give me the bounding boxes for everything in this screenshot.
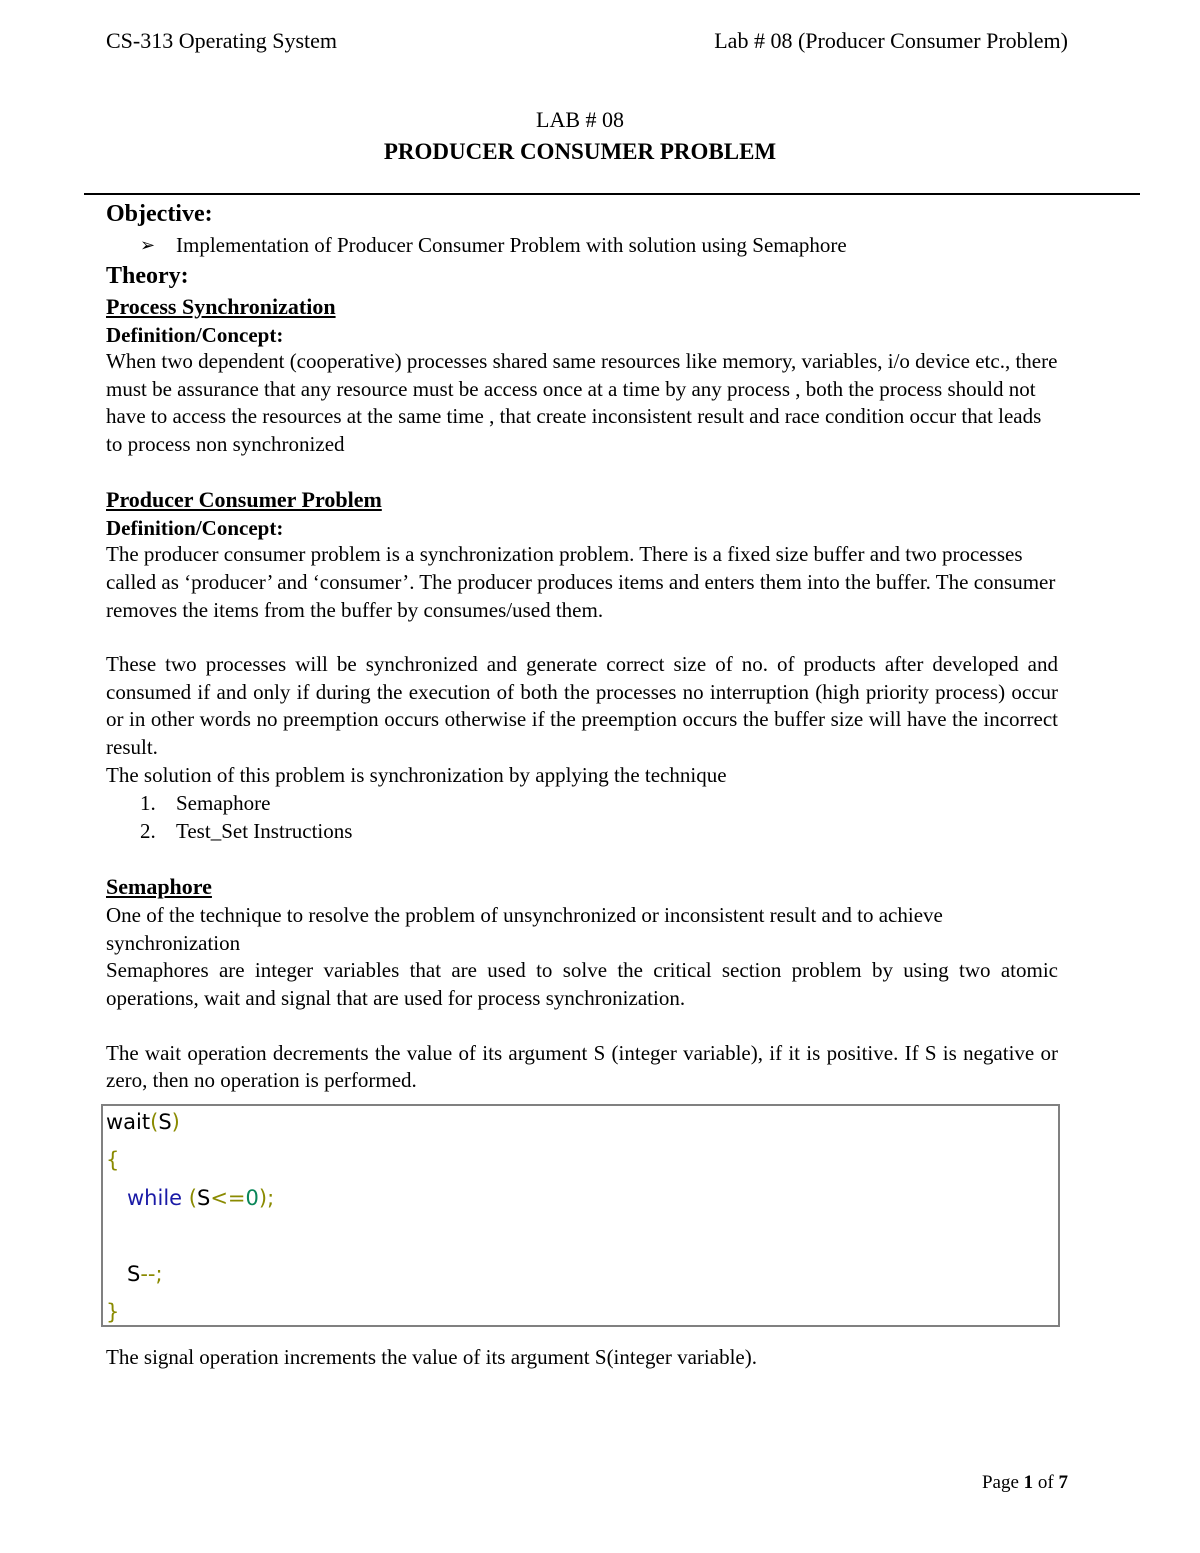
semaphore-text-2: Semaphores are integer variables that are used to solve the critical section problem by using two atomic operations, wait and signal that are used for process synchronization. xyxy=(106,958,1058,1010)
title-divider xyxy=(84,193,1140,195)
header-course: CS-313 Operating System xyxy=(106,28,337,53)
objective-text: Implementation of Producer Consumer Problem with solution using Semaphore xyxy=(176,233,847,257)
pc-problem-heading: Producer Consumer Problem xyxy=(106,487,382,513)
spacer xyxy=(106,624,1058,651)
process-sync-subheading: Definition/Concept: xyxy=(106,323,284,347)
spacer xyxy=(106,1013,1058,1040)
pc-problem-subheading: Definition/Concept: xyxy=(106,516,284,541)
spacer xyxy=(106,458,1058,485)
pc-problem-text-2: These two processes will be synchronized and generate correct size of no. of products after developed and consumed if and only if during the execution of both the processes no interruption (high priority process) occur or in other words no preemption occurs otherwise if the preemption occurs the buffer size will have the incorrect result. xyxy=(106,652,1058,759)
objective-bullet xyxy=(106,230,1058,260)
code-line: wait(S) xyxy=(106,1110,180,1134)
header-lab: Lab # 08 (Producer Consumer Problem) xyxy=(714,28,1068,53)
objective-heading: Objective: xyxy=(106,201,213,227)
code-line: S--; xyxy=(127,1262,163,1286)
signal-text: The signal operation increments the value of its argument S(integer variable). xyxy=(106,1345,757,1369)
pc-problem-text-1: The producer consumer problem is a synchronization problem. There is a fixed size buffer and two processes called as ‘producer’ and ‘consumer’. The producer produces items and enters them into the buffer. The consumer removes the items from the buffer by consumes/used them. xyxy=(106,542,1056,622)
list-item: 1. Semaphore xyxy=(140,791,271,816)
code-line: while (S<=0); xyxy=(127,1186,275,1210)
pc-problem-text-3: The solution of this problem is synchronization by applying the technique xyxy=(106,762,727,787)
list-item: 2. Test_Set Instructions xyxy=(140,819,353,844)
theory-heading: Theory: xyxy=(106,263,189,289)
lab-number: LAB # 08 xyxy=(536,107,624,132)
technique-list xyxy=(106,789,1058,845)
page-number: Page 1 of 7 xyxy=(981,1472,1068,1493)
code-line: { xyxy=(106,1148,120,1172)
semaphore-heading: Semaphore xyxy=(106,874,212,900)
semaphore-text-3: The wait operation decrements the value of its argument S (integer variable), if it is positive. If S is negative or zero, then no operation is performed. xyxy=(106,1040,1058,1093)
semaphore-text-1: One of the technique to resolve the problem of unsynchronized or inconsistent result and to achieve synchronization xyxy=(106,903,943,955)
title-block xyxy=(0,104,1160,168)
code-block xyxy=(101,1104,1060,1327)
lab-title: PRODUCER CONSUMER PROBLEM xyxy=(383,139,777,164)
process-sync-heading: Process Synchronization xyxy=(106,294,336,319)
code-line: } xyxy=(106,1300,120,1324)
spacer xyxy=(106,845,1058,872)
arrow-bullet-icon: ➢ xyxy=(140,235,156,255)
main-content xyxy=(106,198,1058,1095)
process-sync-text: When two dependent (cooperative) processes shared same resources like memory, variables, i/o device etc., there must be assurance that any resource must be access once at a time by any process , both the process should not have to access the resources at the same time , that create inconsistent result and race condition occur that leads to process non synchronized xyxy=(106,349,1058,456)
